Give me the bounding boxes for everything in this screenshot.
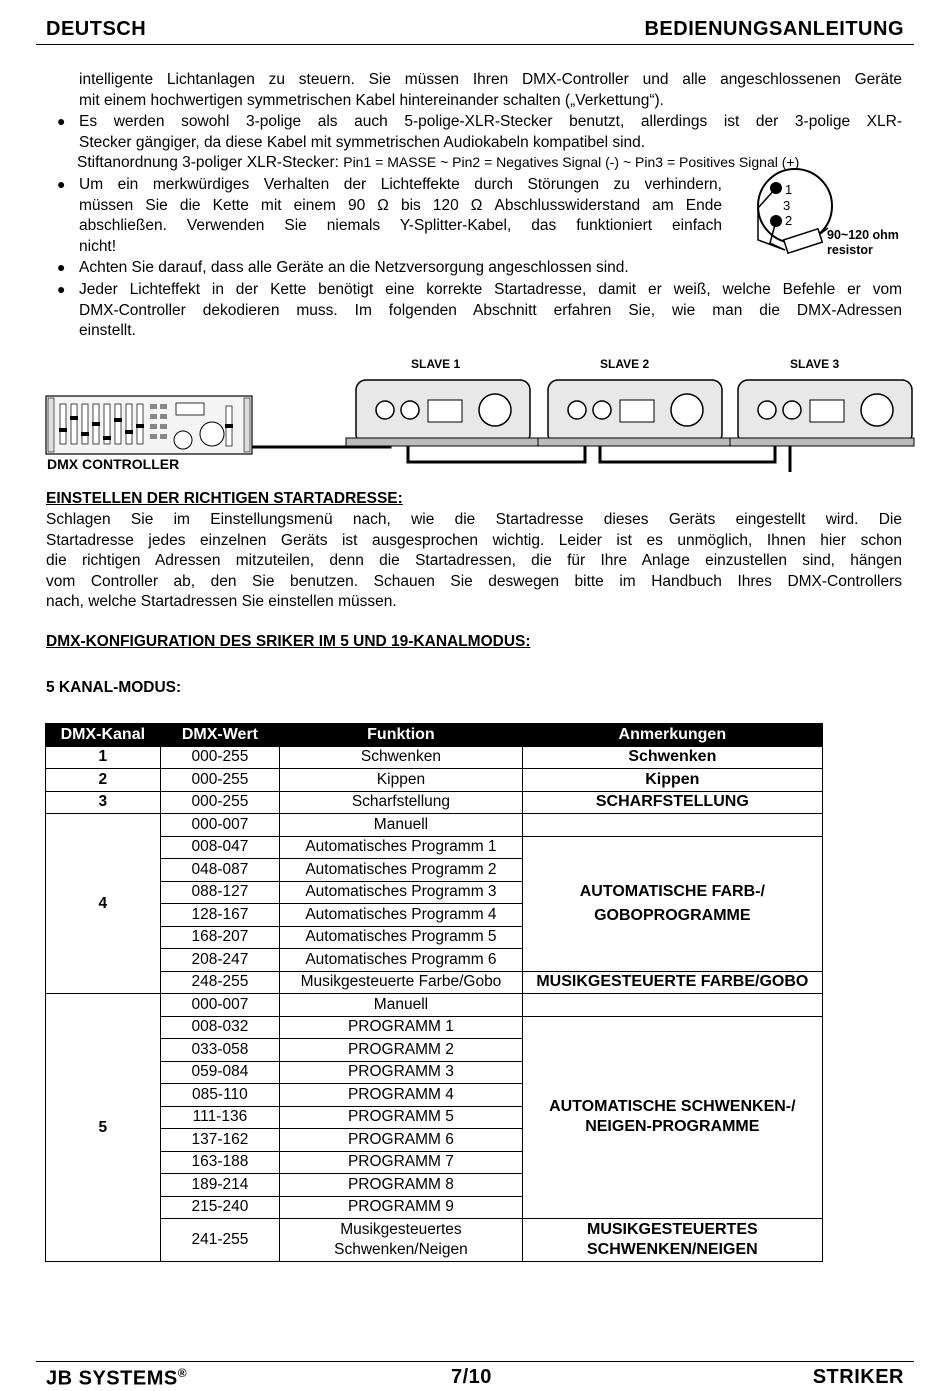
header-title: BEDIENUNGSANLEITUNG <box>644 18 904 40</box>
value-cell: 059-084 <box>160 1061 280 1084</box>
channel-cell: 3 <box>46 791 161 814</box>
col-header-value: DMX-Wert <box>160 724 280 747</box>
table-row <box>46 769 823 792</box>
function-cell: Automatisches Programm 2 <box>280 859 522 882</box>
value-cell: 215-240 <box>160 1196 280 1219</box>
intro-continuation: intelligente Lichtanlagen zu steuern. Sie müssen Ihren DMX-Controller und alle angeschlossenen Geräte mit einem hochwertigen symmetrischen Kabel hintereinander schalten („Verkettung“). <box>79 71 902 109</box>
function-cell: PROGRAMM 2 <box>280 1039 522 1062</box>
value-cell: 033-058 <box>160 1039 280 1062</box>
value-cell: 000-255 <box>160 746 280 769</box>
note-cell-music: MUSIKGESTEUERTE FARBE/GOBO <box>522 971 822 994</box>
note-cell: Kippen <box>522 769 822 792</box>
header-language: DEUTSCH <box>46 18 147 40</box>
col-header-notes: Anmerkungen <box>522 724 822 747</box>
table-header-row <box>46 724 823 747</box>
value-cell: 137-162 <box>160 1129 280 1152</box>
table-row <box>46 971 823 994</box>
function-cell: PROGRAMM 6 <box>280 1129 522 1152</box>
note-cell-auto-programs: AUTOMATISCHE FARB-/ GOBOPROGRAMME <box>522 836 822 971</box>
table-row <box>46 836 823 859</box>
function-cell: Musikgesteuertes Schwenken/Neigen <box>280 1219 522 1262</box>
function-cell: Manuell <box>280 994 522 1017</box>
value-cell: 000-255 <box>160 769 280 792</box>
table-row <box>46 746 823 769</box>
note-cell-auto-programs: AUTOMATISCHE SCHWENKEN-/ NEIGEN-PROGRAMME <box>522 1016 822 1219</box>
pin-assignment: Stiftanordnung 3-poliger XLR-Stecker: Pin1 = MASSE ~ Pin2 = Negatives Signal (-) ~ Pin3 = Positives Signal (+) <box>77 154 800 171</box>
channel-cell: 1 <box>46 746 161 769</box>
pin3-label: 3 <box>783 198 791 213</box>
bullet-dot: ● <box>57 259 66 275</box>
function-cell: PROGRAMM 9 <box>280 1196 522 1219</box>
page-number: 7/10 <box>451 1366 492 1388</box>
value-cell: 208-247 <box>160 949 280 972</box>
channel-cell: 2 <box>46 769 161 792</box>
slave-unit-3 <box>730 380 914 446</box>
function-cell: PROGRAMM 5 <box>280 1106 522 1129</box>
function-cell: PROGRAMM 1 <box>280 1016 522 1039</box>
value-cell: 000-007 <box>160 814 280 837</box>
table-row <box>46 791 823 814</box>
table-row <box>46 1016 823 1039</box>
value-cell: 241-255 <box>160 1219 280 1262</box>
col-header-function: Funktion <box>280 724 522 747</box>
header-rule <box>36 44 914 45</box>
channel-cell: 5 <box>46 994 161 1262</box>
function-cell: PROGRAMM 7 <box>280 1151 522 1174</box>
bullet-dot: ● <box>57 281 66 297</box>
value-cell: 163-188 <box>160 1151 280 1174</box>
pin1-label: 1 <box>785 182 793 197</box>
channel-cell: 4 <box>46 814 161 994</box>
footer-product: STRIKER <box>812 1366 904 1388</box>
function-cell: Schwenken <box>280 746 522 769</box>
pin2-label: 2 <box>785 213 793 228</box>
mode-heading: 5 KANAL-MODUS: <box>46 679 182 696</box>
note-cell-empty <box>522 994 822 1017</box>
footer-rule <box>36 1361 914 1362</box>
bullet-power-text: Achten Sie darauf, dass alle Geräte an die Netzversorgung angeschlossen sind. <box>79 259 629 276</box>
note-cell: SCHARFSTELLUNG <box>522 791 822 814</box>
value-cell: 085-110 <box>160 1084 280 1107</box>
dmx-channel-table <box>45 723 823 1262</box>
function-cell: Automatisches Programm 5 <box>280 926 522 949</box>
value-cell: 048-087 <box>160 859 280 882</box>
note-cell-music: MUSIKGESTEUERTES SCHWENKEN/NEIGEN <box>522 1219 822 1262</box>
footer-brand: JB SYSTEMS® <box>46 1366 188 1390</box>
value-cell: 000-007 <box>160 994 280 1017</box>
function-cell: Automatisches Programm 4 <box>280 904 522 927</box>
bullet-dot: ● <box>57 113 66 129</box>
bullet-termination-text: Um ein merkwürdiges Verhalten der Lichteffekte durch Störungen zu verhindern, müssen Sie die Kette mit einem 90 Ω bis 120 Ω Abschlusswiderstand am Ende abschließen. Verwenden Sie niemals Y-Splitter-Kabel, das funktioniert einfach nicht! <box>79 176 722 255</box>
note-cell-empty <box>522 814 822 837</box>
resistor-label-1: 90~120 ohm <box>827 228 899 242</box>
dmx-config-heading: DMX-KONFIGURATION DES SRIKER IM 5 UND 19-KANALMODUS: <box>46 633 531 650</box>
note-cell: Schwenken <box>522 746 822 769</box>
function-cell: PROGRAMM 3 <box>280 1061 522 1084</box>
value-cell: 088-127 <box>160 881 280 904</box>
slave-unit-2 <box>538 380 732 446</box>
table-row <box>46 994 823 1017</box>
function-cell: Musikgesteuerte Farbe/Gobo <box>280 971 522 994</box>
function-cell: Scharfstellung <box>280 791 522 814</box>
slave-label-3: SLAVE 3 <box>790 357 840 371</box>
table-row <box>46 814 823 837</box>
value-cell: 008-047 <box>160 836 280 859</box>
function-cell: Automatisches Programm 1 <box>280 836 522 859</box>
value-cell: 008-032 <box>160 1016 280 1039</box>
bullet-dot: ● <box>57 176 66 192</box>
xlr-terminator-figure <box>740 168 920 268</box>
function-cell: PROGRAMM 8 <box>280 1174 522 1197</box>
function-cell: Automatisches Programm 3 <box>280 881 522 904</box>
value-cell: 168-207 <box>160 926 280 949</box>
slave-label-1: SLAVE 1 <box>411 357 461 371</box>
value-cell: 000-255 <box>160 791 280 814</box>
function-cell: Kippen <box>280 769 522 792</box>
dmx-controller-label: DMX CONTROLLER <box>47 456 180 472</box>
bullet-xlr-text: Es werden sowohl 3-polige als auch 5-polige-XLR-Stecker benutzt, allerdings ist der 3-polige XLR- Stecker gängiger, da diese Kabel mit symmetrischen Audiokabeln kompatibel sind. <box>79 113 902 151</box>
bullet-address-text: Jeder Lichteffekt in der Kette benötigt eine korrekte Startadresse, damit er weiß, welche Befehle er vom DMX-Controller dekodieren muss. Im folgenden Abschnitt erfahren Sie, wie man die DMX-Adressen einstellt. <box>79 281 902 339</box>
xlr-connector-outline <box>758 169 832 243</box>
value-cell: 189-214 <box>160 1174 280 1197</box>
col-header-channel: DMX-Kanal <box>46 724 161 747</box>
value-cell: 111-136 <box>160 1106 280 1129</box>
slave-label-2: SLAVE 2 <box>600 357 650 371</box>
value-cell: 128-167 <box>160 904 280 927</box>
start-address-heading: EINSTELLEN DER RICHTIGEN STARTADRESSE: <box>46 490 403 507</box>
function-cell: PROGRAMM 4 <box>280 1084 522 1107</box>
start-address-text: Schlagen Sie im Einstellungsmenü nach, wie die Startadresse dieses Geräts eingestellt wird. Die Startadresse jedes einzelnen Geräts ist ausgesprochen wichtig. Leider ist es unmöglich, Ihnen hier schon die richtigen Adressen mitzuteilen, denn die Startadressen, die für Ihre Anlage einzustellen sind, hängen vom Controller ab, den Sie benutzen. Schauen Sie deswegen bitte im Handbuch Ihres DMX-Controllers nach, welche Startadressen Sie einstellen müssen. <box>46 511 902 610</box>
function-cell: Automatisches Programm 6 <box>280 949 522 972</box>
resistor-body <box>784 229 823 253</box>
slave-unit-1 <box>346 380 540 446</box>
value-cell: 248-255 <box>160 971 280 994</box>
dmx-chain-figure <box>40 352 915 474</box>
function-cell: Manuell <box>280 814 522 837</box>
resistor-label-2: resistor <box>827 243 873 257</box>
table-row <box>46 1219 823 1262</box>
dmx-controller-device <box>46 396 252 454</box>
